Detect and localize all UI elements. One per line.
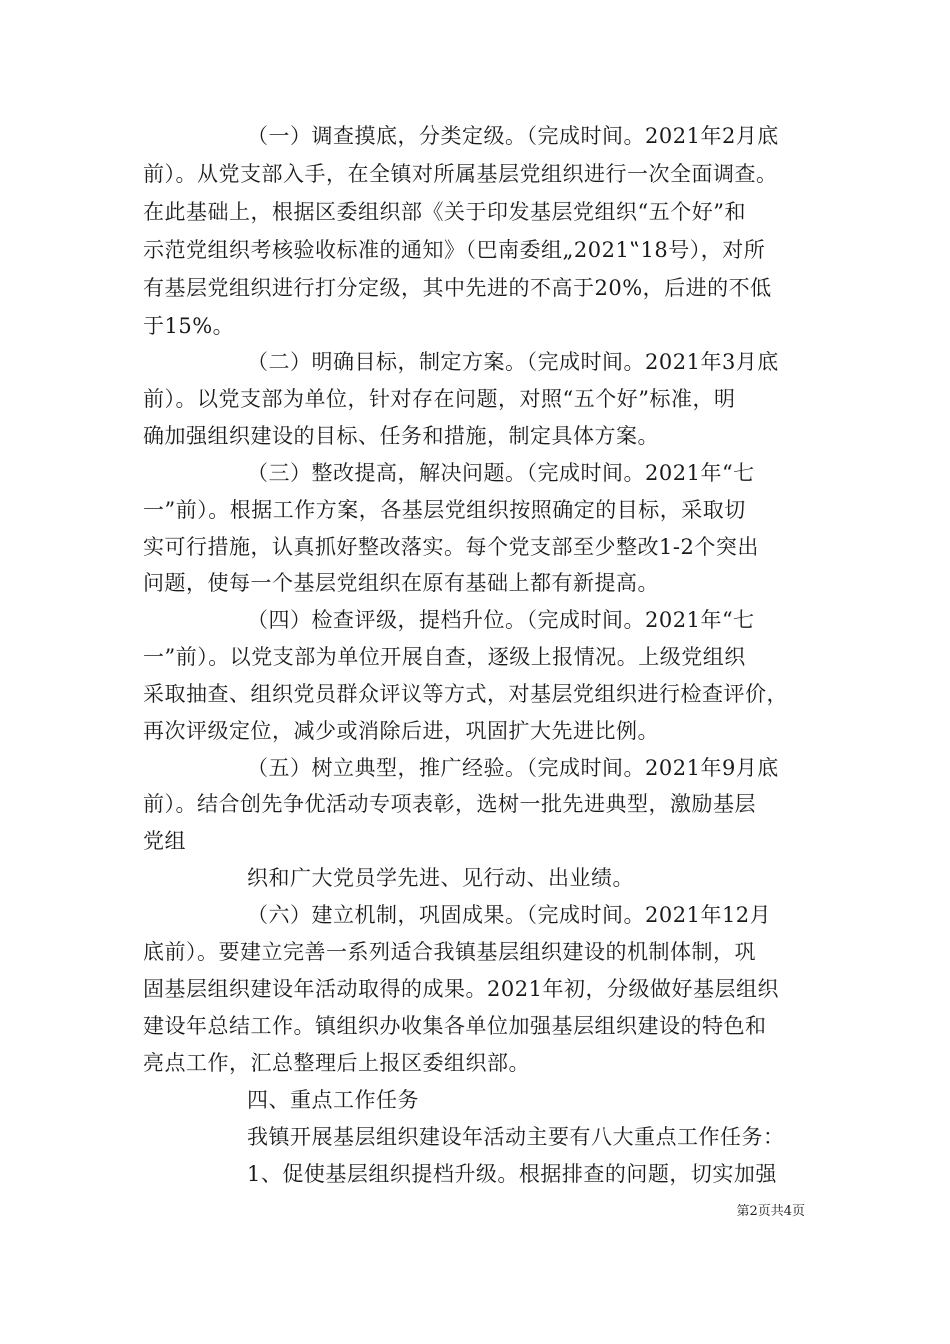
text-line: （三）整改提高，解决问题。（完成时间。2021年“七: [247, 461, 755, 485]
section-heading: 四、重点工作任务: [247, 1088, 419, 1112]
text-line: 党组: [143, 829, 186, 853]
text-line: 一”前）。根据工作方案，各基层党组织按照确定的目标，采取切: [143, 498, 746, 522]
text-line: （五）树立典型，推广经验。（完成时间。2021年9月底: [247, 756, 779, 780]
text-line: 底前）。要建立完善一系列适合我镇基层组织建设的机制体制，巩: [143, 940, 756, 964]
text-line: （一）调查摸底，分类定级。（完成时间。2021年2月底: [247, 124, 779, 148]
text-line: 固基层组织建设年活动取得的成果。2021年初，分级做好基层组织: [143, 977, 779, 1001]
text-line: （二）明确目标，制定方案。（完成时间。2021年3月底: [247, 350, 779, 374]
text-line: 我镇开展基层组织建设年活动主要有八大重点工作任务：: [247, 1125, 785, 1149]
text-line: 再次评级定位，减少或消除后进，巩固扩大先进比例。: [143, 719, 659, 743]
text-line: 织和广大党员学先进、见行动、出业绩。: [247, 866, 634, 890]
text-line: 有基层党组织进行打分定级，其中先进的不高于20%，后进的不低: [143, 276, 772, 300]
text-line: 前）。结合创先争优活动专项表彰，选树一批先进典型，激励基层: [143, 792, 756, 816]
text-line: 实可行措施，认真抓好整改落实。每个党支部至少整改1-2个突出: [143, 535, 759, 559]
text-line: 确加强组织建设的目标、任务和措施，制定具体方案。: [143, 424, 659, 448]
text-line: （六）建立机制，巩固成果。（完成时间。2021年12月: [247, 903, 772, 927]
text-line: 在此基础上，根据区委组织部《关于印发基层党组织“五个好”和: [143, 200, 746, 224]
text-line: 前）。从党支部入手，在全镇对所属基层党组织进行一次全面调查。: [143, 162, 778, 186]
text-line: 采取抽查、组织党员群众评议等方式，对基层党组织进行检查评价，: [143, 682, 788, 706]
text-line: 问题，使每一个基层党组织在原有基础上都有新提高。: [143, 571, 659, 595]
text-line: 于15%。: [143, 314, 235, 338]
page-number: 第2页共4页: [736, 1204, 805, 1219]
text-line: 亮点工作，汇总整理后上报区委组织部。: [143, 1051, 530, 1075]
text-line: 前）。以党支部为单位，针对存在问题，对照“五个好”标准，明: [143, 387, 736, 411]
text-line: 1、促使基层组织提档升级。根据排查的问题，切实加强: [247, 1162, 777, 1186]
text-line: 建设年总结工作。镇组织办收集各单位加强基层组织建设的特色和: [143, 1014, 767, 1038]
text-line: 一”前）。以党支部为单位开展自查，逐级上报情况。上级党组织: [143, 645, 746, 669]
text-line: （四）检查评级，提档升位。（完成时间。2021年“七: [247, 608, 755, 632]
text-line: 示范党组织考核验收标准的通知》（巴南委组„2021‟18号），对所: [143, 238, 766, 262]
